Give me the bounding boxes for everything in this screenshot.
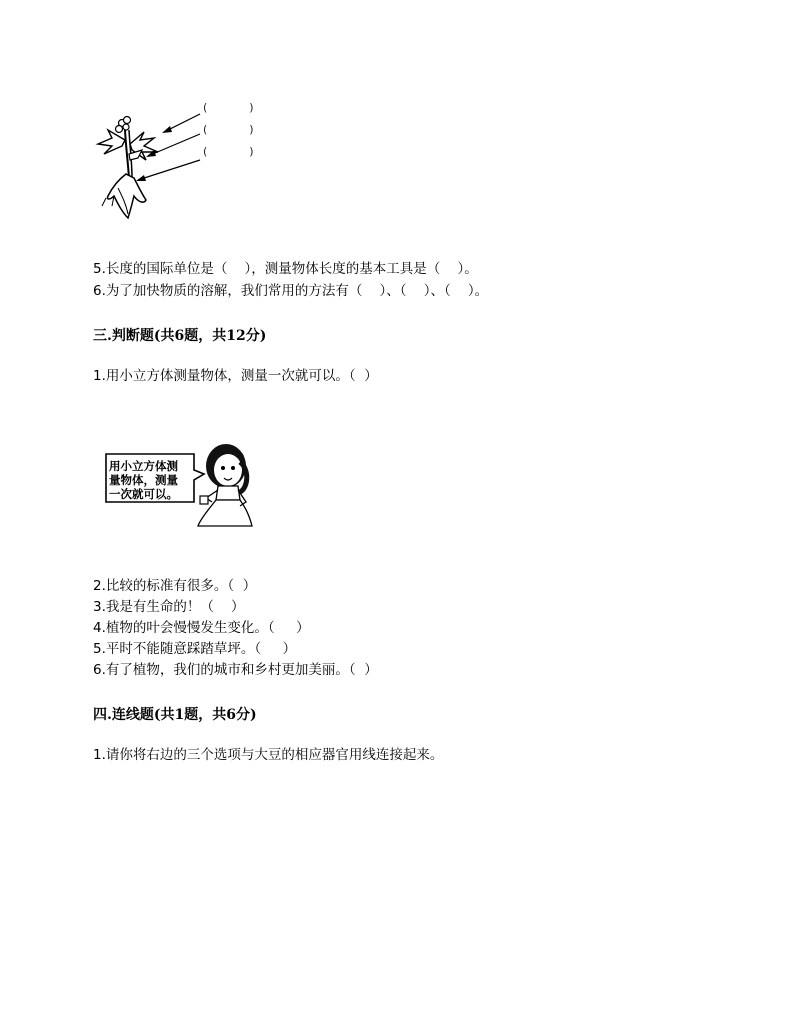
question-6: 6.为了加快物质的溶解，我们常用的方法有（ ）、（ ）、（ ）。 <box>93 283 489 299</box>
plant-label-leaf: ( ) <box>203 123 254 136</box>
question-5: 5.长度的国际单位是（ ），测量物体长度的基本工具是（ ）。 <box>93 261 478 277</box>
judge-question-3: 3.我是有生命的！（ ） <box>93 599 245 615</box>
judge-question-4: 4.植物的叶会慢慢发生变化。（ ） <box>93 620 310 636</box>
plant-illustration <box>92 108 292 228</box>
plant-label-flower: ( ) <box>203 101 254 114</box>
bubble-line-2: 量物体，测量 <box>109 473 178 487</box>
plant-label-root: ( ) <box>203 145 254 158</box>
judge-question-2: 2.比较的标准有很多。（ ） <box>93 578 257 594</box>
section-4-heading: 四.连线题(共1题，共6分) <box>93 707 257 723</box>
matching-question-1: 1.请你将右边的三个选项与大豆的相应器官用线连接起来。 <box>93 747 444 763</box>
plant-drawing <box>92 108 292 228</box>
judge-question-5: 5.平时不能随意踩踏草坪。（ ） <box>93 641 297 657</box>
bubble-line-3: 一次就可以。 <box>109 487 178 501</box>
bubble-line-1: 用小立方体测 <box>109 459 178 473</box>
section-3-heading: 三.判断题(共6题，共12分) <box>93 328 267 344</box>
judge-question-6: 6.有了植物，我们的城市和乡村更加美丽。（ ） <box>93 662 378 678</box>
judge-question-1: 1.用小立方体测量物体，测量一次就可以。（ ） <box>93 368 378 384</box>
